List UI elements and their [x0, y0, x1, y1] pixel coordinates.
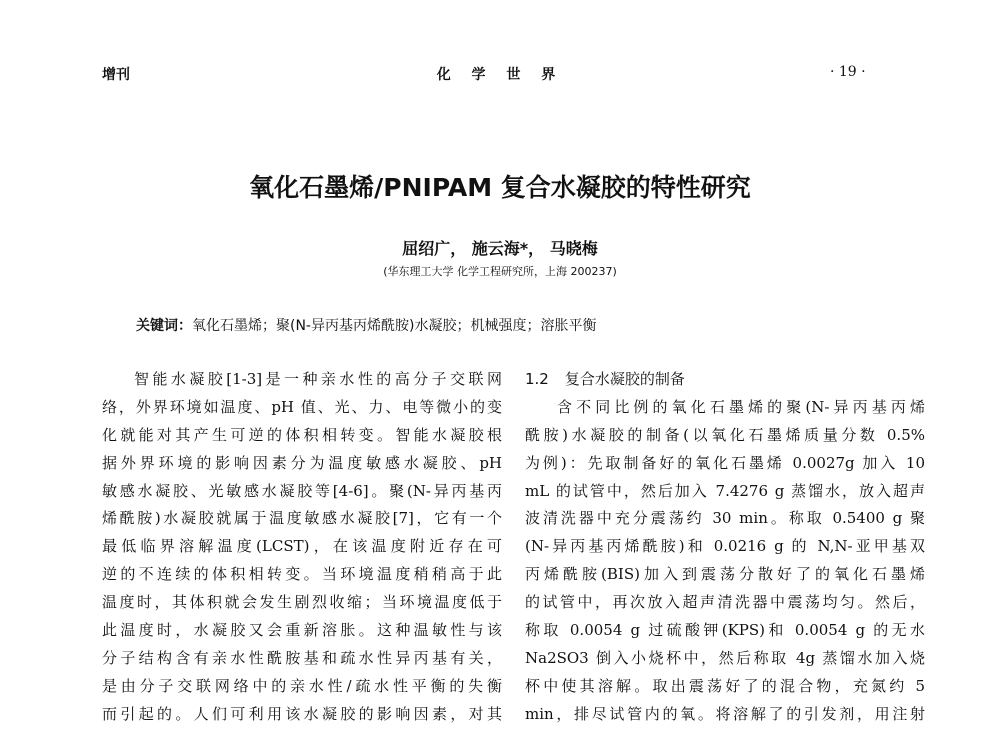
section-number: 1.2	[525, 370, 549, 388]
body-line: 烯酰胺)水凝胶就属于温度敏感水凝胶[7]，它有一个	[102, 509, 502, 528]
paper-authors: 屈绍广， 施云海*， 马晓梅	[402, 239, 598, 258]
body-line: 含不同比例的氧化石墨烯的聚(N-异丙基丙烯	[557, 397, 925, 416]
keywords	[136, 315, 596, 335]
body-line: 络，外界环境如温度、pH 值、光、力、电等微小的变	[102, 397, 502, 416]
right-column	[525, 366, 925, 729]
body-line: 敏感水凝胶、光敏感水凝胶等[4-6]。聚(N-异丙基丙	[102, 481, 502, 500]
body-line: 的试管中，再次放入超声清洗器中震荡均匀。然后，	[525, 593, 925, 612]
left-column	[102, 366, 502, 729]
body-line: 波清洗器中充分震荡约 30 min。称取 0.5400 g 聚	[525, 509, 925, 528]
journal-supplement-label: 增刊	[102, 67, 130, 83]
body-line: 此温度时，水凝胶又会重新溶胀。这种温敏性与该	[102, 621, 502, 640]
keywords-text: 氧化石墨烯；聚(N-异丙基丙烯酰胺)水凝胶；机械强度；溶胀平衡	[192, 318, 597, 334]
paper-affiliation: (华东理工大学 化学工程研究所，上海 200237)	[383, 265, 617, 278]
body-line: Na2SO3 倒入小烧杯中，然后称取 4g 蒸馏水加入烧	[525, 648, 925, 667]
body-line: 分子结构含有亲水性酰胺基和疏水性异丙基有关，	[102, 648, 502, 667]
body-line: 而引起的。人们可利用该水凝胶的影响因素，对其	[102, 704, 502, 723]
body-line: 杯中使其溶解。取出震荡好了的混合物，充氮约 5	[525, 676, 925, 695]
body-line: 丙烯酰胺(BIS)加入到震荡分散好了的氧化石墨烯	[525, 565, 925, 584]
body-line: 是由分子交联网络中的亲水性/疏水性平衡的失衡	[102, 676, 502, 695]
body-line: 逆的不连续的体积相转变。当环境温度稍稍高于此	[102, 565, 502, 584]
keywords-label: 关键词：	[136, 318, 192, 334]
body-line: 酰胺)水凝胶的制备(以氧化石墨烯质量分数 0.5%	[525, 425, 925, 444]
body-line: 智能水凝胶[1-3]是一种亲水性的高分子交联网	[134, 370, 502, 388]
body-line: 化就能对其产生可逆的体积相转变。智能水凝胶根	[102, 425, 502, 444]
body-line: (N-异丙基丙烯酰胺)和 0.0216 g 的 N,N-亚甲基双	[525, 537, 925, 556]
body-line: 最低临界溶解温度(LCST)，在该温度附近存在可	[102, 537, 502, 556]
body-line: 据外界环境的影响因素分为温度敏感水凝胶、pH	[102, 453, 502, 472]
body-line: 为例)：先取制备好的氧化石墨烯 0.0027g 加入 10	[525, 453, 925, 472]
body-line: 温度时，其体积就会发生剧烈收缩；当环境温度低于	[102, 593, 502, 612]
journal-name: 化 学 世 界	[436, 67, 564, 83]
section-title: 复合水凝胶的制备	[564, 370, 685, 388]
body-line: min，排尽试管内的氧。将溶解了的引发剂，用注射	[525, 704, 925, 723]
section-heading	[525, 366, 925, 394]
page-number: · 19 ·	[830, 64, 866, 80]
paper-title: 氧化石墨烯/PNIPAM 复合水凝胶的特性研究	[249, 173, 751, 202]
body-line: mL 的试管中，然后加入 7.4276 g 蒸馏水，放入超声	[525, 481, 925, 500]
body-line: 称取 0.0054 g 过硫酸钾(KPS)和 0.0054 g 的无水	[525, 621, 925, 640]
